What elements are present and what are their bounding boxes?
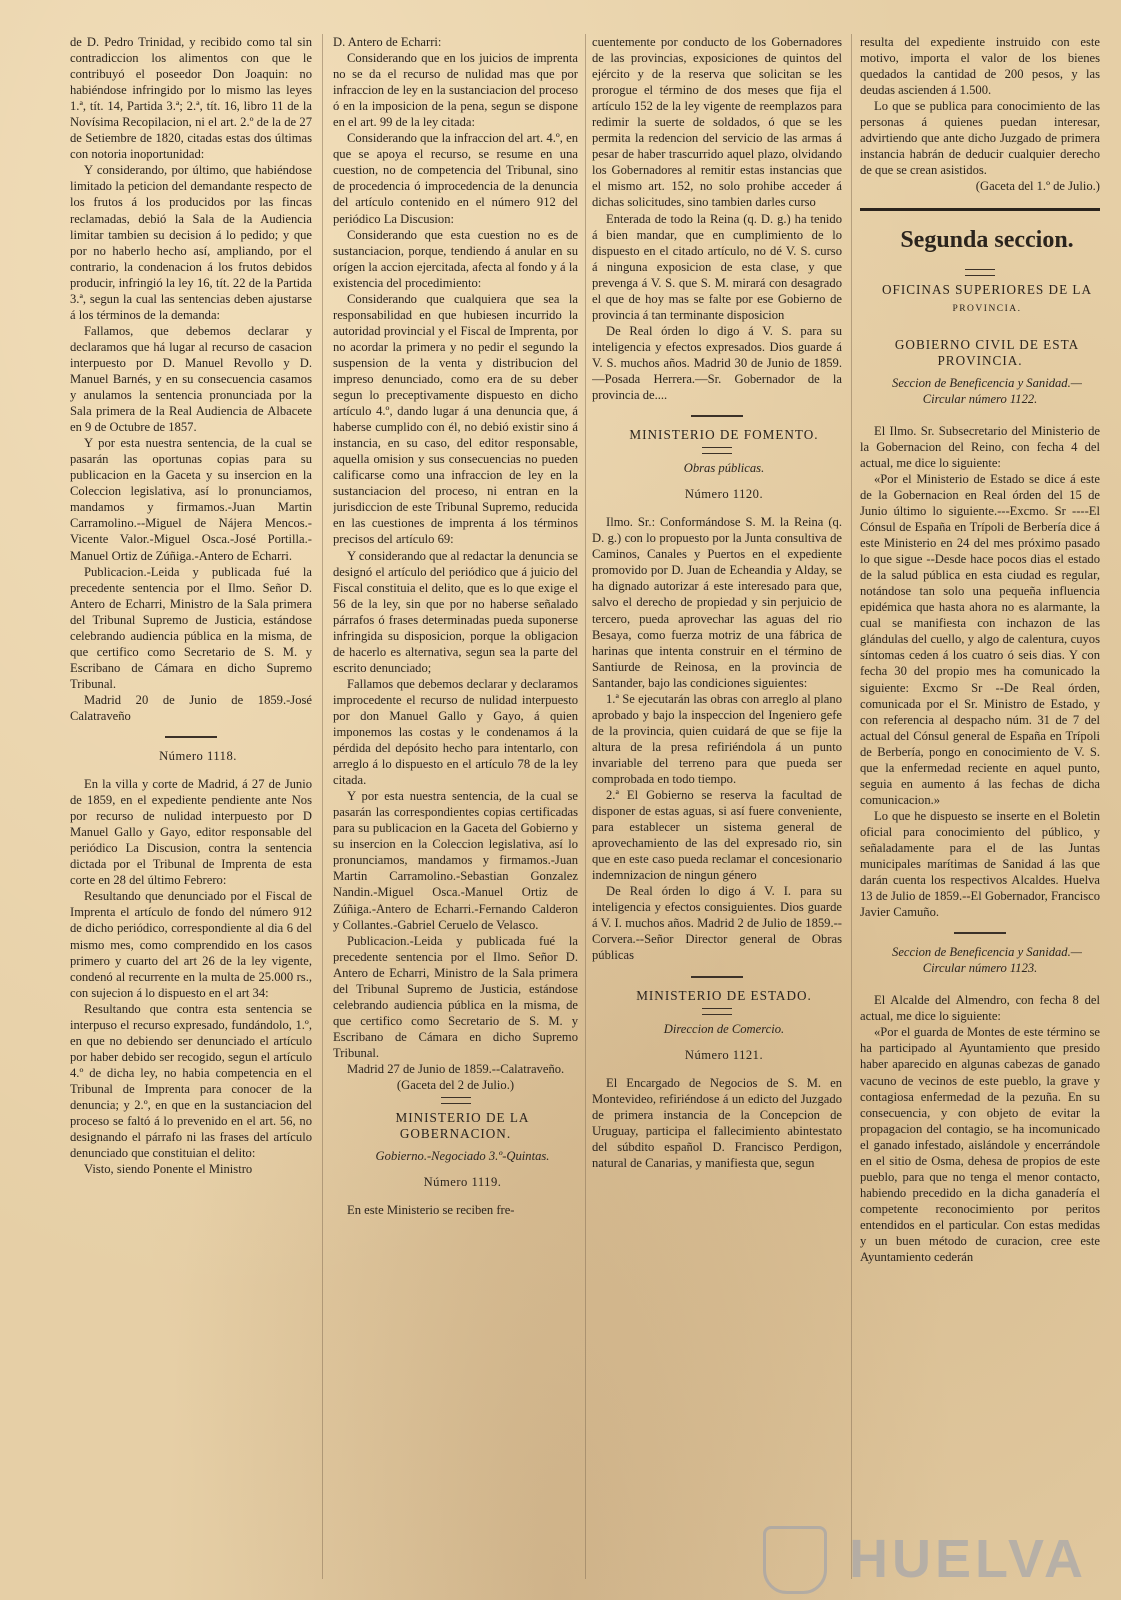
section-heading: GOBIERNO CIVIL DE ESTA PROVINCIA. — [894, 336, 1080, 368]
subsection-heading: Obras públicas. — [683, 461, 765, 476]
section-divider — [860, 409, 1100, 423]
paragraph: Considerando que la infraccion del art. 4.º, en que se apoya el recurso, se resume en una cuestion, no de competencia del Tribunal, sino de procedencia ó improcedencia de la denuncia del artículo contenido en el número 912 del periódico La Discusion: — [333, 131, 578, 226]
paragraph: Resultando que contra esta sentencia se interpuso el recurso expresado, fundándolo, 1.º, en que no debiendo ser denunciado el artículo por haber debido ser recogido, segun el artículo 4.º de dicha ley, no habia competencia en el Tribunal de Imprenta para conocer de la denuncia; y 2.º, en que en la sustanciacion del proceso se faltó á lo prevenido en el art. 56, no designando el párrafo ni las frases del artículo denunciado que constituian el delito: — [70, 1001, 312, 1161]
section-heading: OFICINAS SUPERIORES DE LA — [881, 282, 1092, 298]
column-2 — [333, 34, 578, 1579]
paragraph: Publicacion.-Leida y publicada fué la precedente sentencia por el Ilmo. Señor D. Antero de Echarri, Ministro de la Sala primera del Tribunal Supremo de Justicia, estándose celebrando audiencia pública en la misma, de que certifico como Secretario de S. M. y Escribano de Cámara en dicho Supremo Tribunal. — [333, 933, 578, 1060]
paragraph: Y considerando, por último, que habiéndose limitado la peticion del demandante respecto de los frutos á los producidos por las fincas reclamadas, debió la Sala de la Audiencia limitar tambien su decision á lo pedido; y que por no haberlo hecho así, ampliando, por el contrario, la condenacion á los frutos debidos producir, infringió la ley 16, tít. 22 de la Partida 3.ª, segun la cual las sentencias deben ajustarse á los términos de la demanda: — [70, 163, 312, 322]
paragraph: El Alcalde del Almendro, con fecha 8 del actual, me dice lo siguiente: — [860, 993, 1100, 1024]
section-divider — [965, 269, 995, 276]
archive-watermark — [753, 1520, 1093, 1590]
paragraph: Y por esta nuestra sentencia, de la cual se pasarán las oportunas copias para su publicacion en la Gaceta y su insercion en la Coleccion legislativa, así lo pronunciamos, mandamos y firmamos.-Juan Martin Carramolino.--Miguel de Nájera Mencos.-Vicente Valor.-Miguel Osca.-José Portilla.-Manuel Ortiz de Zúñiga.-Antero de Echarri. — [70, 436, 312, 563]
paragraph: Enterada de todo la Reina (q. D. g.) ha tenido á bien mandar, que en cumplimiento de lo dispuesto en el citado artículo, no dé V. S. curso á ninguna exposicion de esta clase, y que prevenga á V. S. que S. M. mirará con desagrado el que de hoy mas se falte por ese Gobierno de provincia á tan terminante disposicion — [592, 211, 842, 322]
paragraph: D. Antero de Echarri: — [333, 35, 442, 49]
subsection-heading: Direccion de Comercio. — [663, 1021, 785, 1036]
paragraph: El Ilmo. Sr. Subsecretario del Ministerio de la Gobernacion del Reino, con fecha 4 del actual, me dice lo siguiente: — [860, 423, 1100, 470]
paragraph: Ilmo. Sr.: Conformándose S. M. la Reina (q. D. g.) con lo propuesto por la Junta consultiva de Caminos, Canales y Puertos en el expediente promovido por D. Juan de Echeandia y Alday, se ha dignado autorizar á este interesado para que, salvo el derecho de propiedad y sin perjuicio de tercero, pueda aprovechar las aguas del rio Besaya, como fuerza motriz de una fábrica de harinas que intenta construir en el término de Santiurde de Reinosa, en la provincia de Santander, bajo las condiciones siguientes: — [592, 515, 842, 690]
paragraph: resulta del expediente instruido con este motivo, importa el valor de los bienes quedados la cantidad de 200 pesos, y las deudas ascienden á 1.500. — [860, 35, 1100, 98]
paragraph: Considerando que cualquiera que sea la responsabilidad en que hubiesen incurrido la autoridad provincial y el Fiscal de Imprenta, por no acordar la primera y no pedir el segundo la suspension de la venta y distribucion del impreso denunciado, como era de su deber segun lo preceptivamente dispuesto en dicho artículo 4.º, dando lugar á una denuncia que, á haberse cumplido con él, no debió existir sino á instancia, en su caso, del editor responsable, aquella omision y sus consecuencias no pueden calificarse como una infraccion de ley en la sustanciacion del proceso, ni entran en la jurisdiccion de este Tribunal Supremo, reducida en las cuestiones de imprenta á los términos precisos del artículo 69: — [333, 291, 578, 547]
section-divider — [691, 976, 743, 978]
watermark-text: HUELVA — [849, 1529, 1087, 1589]
paragraph: Fallamos, que debemos declarar y declaramos que há lugar al recurso de casacion interpuesto por D. Manuel Revollo y D. Manuel Barnés, y en su consecuencia casamos y anulamos la sentencia pronunciada por la Sala primera de la Real Audiencia de Albacete en 9 de Octubre de 1857. — [70, 323, 312, 435]
paragraph: Visto, siendo Ponente el Ministro — [84, 1162, 253, 1177]
paragraph: Publicacion.-Leida y publicada fué la precedente sentencia por el Ilmo. Señor D. Antero de Echarri, Ministro de la Sala primera del Tribunal Supremo de Justicia, estándose celebrando audiencia pública en la misma, de que certifico como Secretario de S. M. y Escribano de Cámara en dicho Supremo Tribunal. — [70, 564, 312, 691]
section-heading: MINISTERIO DE LA GOBERNACION. — [395, 1110, 530, 1142]
paragraph: de D. Pedro Trinidad, y recibido como tal sin contradiccion los alimentos con que le contribuyó el poseedor Don Joaquin: no habiéndose infringido por lo mismo las leyes 1.ª, tít. 14, Partida 3.ª; 2.ª, tít. 16, libro 11 de la Novísima Recopilacion, ni el art. 2.º de la de 27 de Setiembre de 1820, citadas estas dos últimas con notoria inoportunidad: — [70, 35, 312, 162]
paragraph: 1.ª Se ejecutarán las obras con arreglo al plano aprobado y bajo la inspeccion del Ingeniero gefe de la provincia, quien cuidará de que se fije la altura de la presa refiriéndola á un punto invariable del terreno para que pueda ser comprobada en todo tiempo. — [592, 691, 842, 786]
paragraph: Lo que he dispuesto se inserte en el Boletin oficial para conocimiento del público, y señaladamente para el de las Juntas municipales marítimas de Sanidad á las que darán cuenta los respectivos Alcaldes. Huelva 13 de Julio de 1859.--El Gobernador, Francisco Javier Camuño. — [860, 808, 1100, 920]
paragraph: Y por esta nuestra sentencia, de la cual se pasarán las correspondientes copias certificadas para su publicacion en la Gaceta del Gobierno y su insercion en la Coleccion legislativa, así lo pronunciamos, mandamos y firmamos.-Juan Martin Carramolino.-Sebastian Gonzalez Nandin.-Miguel Osca.-Manuel Ortiz de Zúñiga.-Antero de Echarri.-Fernando Calderon y Collantes.-Gabriel Ceruelo de Velasco. — [333, 789, 578, 932]
section-divider — [954, 932, 1006, 934]
newspaper-page — [60, 34, 1100, 1579]
column-4 — [860, 34, 1100, 1579]
item-number: Número 1118. — [159, 749, 237, 764]
paragraph: Y considerando que al redactar la denuncia se designó el artículo del periódico que á juicio del Fiscal constituia el delito, que es lo que exige el 56 de la ley, sin que por no haberse señalado párrafos ó frases determinadas pueda suponerse infringida su disposicion, porque la obligacion de hacerlo es alternativa, segun sea la parte del escrito denunciado; — [333, 548, 578, 675]
section-divider — [702, 1008, 732, 1015]
column-divider — [322, 34, 323, 1579]
paragraph: Fallamos que debemos declarar y declaramos improcedente el recurso de nulidad interpuesto por don Manuel Gallo y Gayo, á quien imponemos las costas y le condenamos á la pérdida del depósito hecho para intentarlo, con arreglo á lo dispuesto en el artículo 78 de la ley citada. — [333, 676, 578, 788]
paragraph: 2.ª El Gobierno se reserva la facultad de disponer de estas aguas, si así fuere conveniente, para establecer un sistema general de aprovechamiento de las del expresado rio, sin que en este caso pueda reclamar el concesionario indemnizacion de ningun género — [592, 788, 842, 883]
paragraph: De Real órden lo digo á V. S. para su inteligencia y efectos expresados. Dios guarde á V. S. muchos años. Madrid 30 de Junio de 1859.—Posada Herrera.—Sr. Gobernador de la provincia de.... — [592, 323, 842, 403]
shield-crest-icon — [763, 1526, 827, 1594]
column-3 — [592, 34, 842, 1579]
paragraph: El Encargado de Negocios de S. M. en Montevideo, refiriéndose á un edicto del Juzgado de primera instancia de la Concepcion de Uruguay, participa el fallecimiento abintestato del súbdito español D. Francisco Perdigon, natural de Canarias, y manifiesta que, segun — [592, 1075, 842, 1170]
column-1 — [70, 34, 312, 1579]
source-citation: (Gaceta del 1.º de Julio.) — [975, 179, 1100, 194]
column-divider — [851, 34, 852, 1579]
paragraph: En la villa y corte de Madrid, á 27 de Junio de 1859, en el expediente pendiente ante Nos por recurso de nulidad interpuesto por D Manuel Gallo y Gayo, editor responsable del periódico La Discusion, contra la sentencia dictada por el Tribunal de Imprenta de esta corte en 28 del último Febrero: — [70, 777, 312, 888]
subsection-heading: Seccion de Beneficencia y Sanidad.—Circular número 1123. — [892, 945, 1082, 976]
section-heading: MINISTERIO DE FOMENTO. — [629, 427, 819, 443]
item-number: Número 1120. — [684, 487, 764, 502]
paragraph: Resultando que denunciado por el Fiscal de Imprenta el artículo de fondo del número 912 de dicho periódico, correspondiente al dia 6 del mismo mes, como comprendido en los casos primero y cuarto del art 26 de la ley vigente, condenó al recurrente en la multa de 25.000 rs., con sujecion á lo dispuesto en el art 34: — [70, 889, 312, 1000]
subsection-heading: Seccion de Beneficencia y Sanidad.—Circular número 1122. — [892, 375, 1082, 406]
heading-subline: PROVINCIA. — [952, 303, 1022, 314]
paragraph: Madrid 20 de Junio de 1859.-José Calatraveño — [70, 692, 312, 723]
section-divider — [702, 447, 732, 454]
section-heading: Segunda seccion. — [900, 227, 1074, 254]
paragraph: Considerando que en los juicios de imprenta no se da el recurso de nulidad mas que por infraccion de ley en la sustanciacion del proceso ó en la imposicion de la pena, segun se dispone en el art. 99 de la ley citada: — [333, 51, 578, 130]
section-heading: MINISTERIO DE ESTADO. — [636, 987, 812, 1003]
paragraph: «Por el Ministerio de Estado se dice á este de la Gobernacion en Real órden del 15 de Junio último lo siguiente.---Excmo. Sr ----El Cónsul de España en Trípoli de Berbería dice á este Ministerio en 24 del mes próximo pasado lo que sigue --Desde hace pocos dias el estado de la salud pública en esta ciudad es regular, notándose tan solo una pequeña influencia epidémica que hasta ahora no es alarmante, la cual se manifiesta con inchazon de las glándulas del cuello, y algo de calentura, cuyos síntomas ceden á los cuatro ó seis dias. Y con fecha 30 del propio mes ha comunicado la siguiente: Excmo Sr --De Real órden, comunicada por el Sr. Ministro de Estado, y con referencia al despacho núm. 31 de 7 del actual del Cónsul general de España en Trípoli de Berbería, pongo en conocimiento de V. S. que la enfermedad reciente en aquel punto, seguia en aumento á las fechas de dicha comunicacion.» — [860, 471, 1100, 807]
column-divider — [585, 34, 586, 1579]
paragraph: Madrid 27 de Junio de 1859.--Calatraveño. — [347, 1062, 565, 1076]
paragraph: En este Ministerio se reciben fre- — [347, 1203, 515, 1218]
paragraph: «Por el guarda de Montes de este término se ha participado al Ayuntamiento que presido haber aparecido en algunas cabezas de ganado vacuno de vecinos de este pueblo, la grave y contagiosa enfermedad de la pezuña. En su consecuencia, y con objeto de evitar la propagacion del contagio, se ha incomunicado el ganado infestado, aislándole y encerrándole en el sitio de Osma, dehesa de propios de este pueblo, para que no tenga el menor contacto, habiendo precedido en la dicha ganadería el competente reconocimiento por peritos entendidos en el particular. Con estas medidas y un buen método de curacion, cree este Ayuntamiento cederán — [860, 1025, 1100, 1265]
item-number: Número 1119. — [423, 1175, 502, 1190]
item-number: Número 1121. — [684, 1047, 764, 1062]
section-divider — [165, 736, 217, 738]
section-divider — [691, 415, 743, 417]
section-divider — [441, 1097, 471, 1104]
paragraph: Lo que se publica para conocimiento de las personas á quienes puedan interesar, advirtiendo que ante dicho Juzgado de primera instancia habrán de deducir cualquier derecho de que se crean asistidos. — [860, 99, 1100, 178]
subsection-heading: Gobierno.-Negociado 3.º-Quintas. — [375, 1149, 550, 1164]
section-divider — [860, 208, 1100, 211]
paragraph: Considerando que esta cuestion no es de sustanciacion, porque, tendiendo á anular en su orígen la accion ejercitada, afecta al fondo y á la existencia del procedimiento: — [333, 227, 578, 290]
section-divider — [860, 978, 1100, 992]
paragraph: cuentemente por conducto de los Gobernadores de las provincias, exposiciones de quintos del ejército y de la reserva que solicitan se les prorogue el término de dos meses que fija el artículo 152 de la ley vigente de reemplazos para redimir la suerte de soldados, ó que se les permita la redencion del servicio de las armas á pesar de haber trascurrido aquel plazo, olvidando los Gobernadores al remitir estas instancias que el mismo art. 152, no solo prohibe acceder á dichas solicitudes, sino tambien darles curso — [592, 35, 842, 210]
source-citation: (Gaceta del 2 de Julio.) — [396, 1078, 515, 1093]
section-divider — [860, 317, 1100, 331]
paragraph: De Real órden lo digo á V. I. para su inteligencia y efectos consiguientes. Dios guarde á V. I. muchos años. Madrid 2 de Julio de 1859.--Corvera.--Señor Director general de Obras públicas — [592, 884, 842, 963]
